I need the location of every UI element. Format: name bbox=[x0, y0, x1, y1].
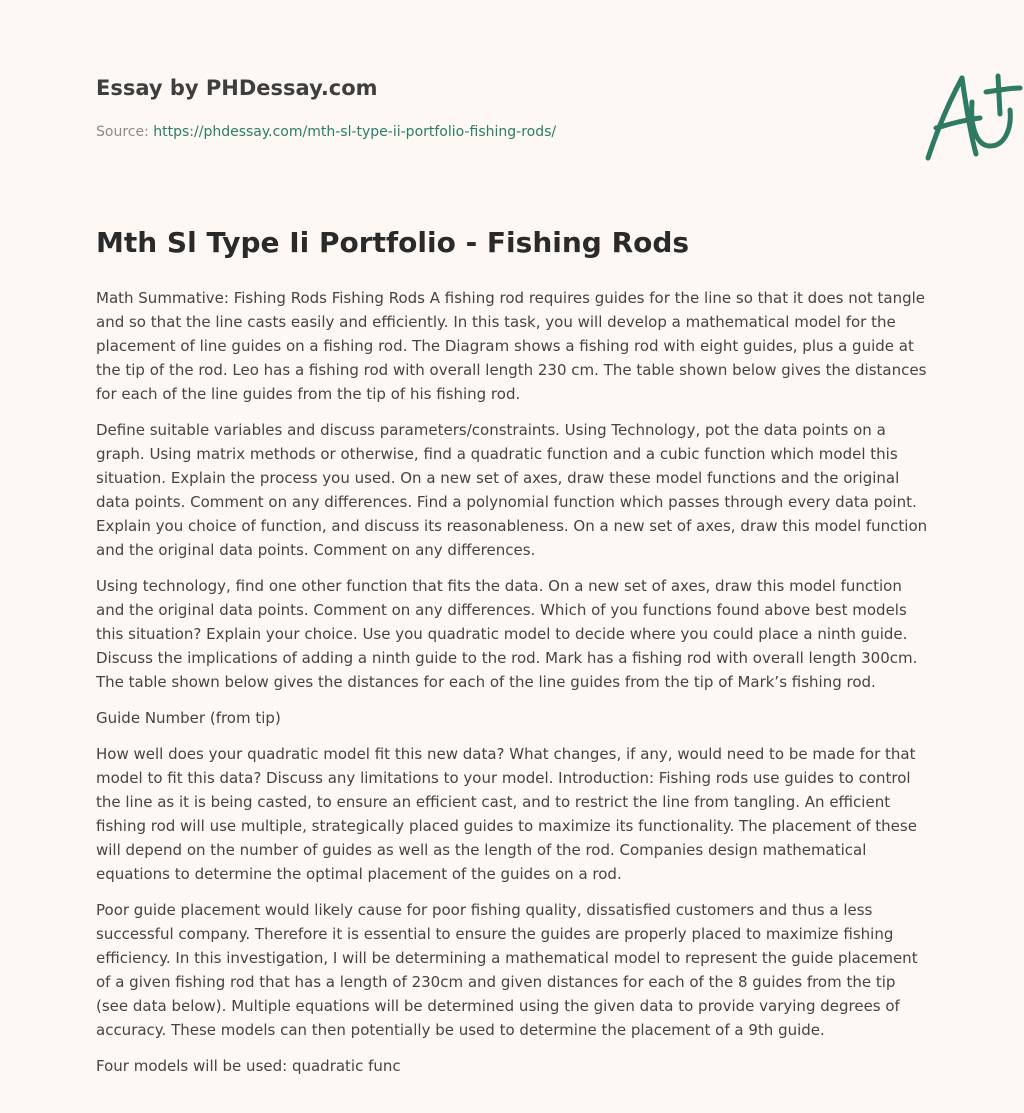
paragraph: Math Summative: Fishing Rods Fishing Rods A fishing rod requires guides for the line so that it does not tangle and so that the line casts easily and efficiently. In this task, you will develop a mathematical model for the placement of line guides on a fishing rod. The Diagram shows a fishing rod with eight guides, plus a guide at the tip of the rod. Leo has a fishing rod with overall length 230 cm. The table shown below gives the distances for each of the line guides from the tip of his fishing rod. bbox=[96, 289, 927, 403]
paragraph: Using technology, find one other function that fits the data. On a new set of axes, draw this model function and the original data points. Comment on any differences. Which of you functions found above best models this situation? Explain your choice. Use you quadratic model to decide where you could place a ninth guide. Discuss the implications of adding a ninth guide to the rod. Mark has a fishing rod with overall length 300cm. The table shown below gives the distances for each of the line guides from the tip of Mark’s fishing rod. bbox=[96, 577, 918, 691]
source-link[interactable]: https://phdessay.com/mth-sl-type-ii-portfolio-fishing-rods/ bbox=[153, 124, 557, 140]
paragraph: Four models will be used: quadratic func bbox=[96, 1057, 401, 1075]
essay-body bbox=[96, 286, 932, 1090]
site-title: Essay by PHDessay.com bbox=[96, 76, 378, 100]
a-plus-logo-icon bbox=[914, 66, 1024, 166]
source-line bbox=[96, 124, 556, 140]
source-label: Source: bbox=[96, 124, 149, 140]
paragraph: Guide Number (from tip) bbox=[96, 709, 281, 727]
paragraph: Define suitable variables and discuss parameters/constraints. Using Technology, pot the data points on a graph. Using matrix methods or otherwise, find a quadratic function and a cubic function which model this situation. Explain the process you used. On a new set of axes, draw these model functions and the original data points. Comment on any differences. Find a polynomial function which passes through every data point. Explain you choice of function, and discuss its reasonableness. On a new set of axes, draw this model function and the original data points. Comment on any differences. bbox=[96, 421, 928, 559]
paragraph: How well does your quadratic model fit this new data? What changes, if any, would need to be made for that model to fit this data? Discuss any limitations to your model. Introduction: Fishing rods use guides to control the line as it is being casted, to ensure an efficient cast, and to restrict the line from tangling. An efficient fishing rod will use multiple, strategically placed guides to maximize its functionality. The placement of these will depend on the number of guides as well as the length of the rod. Companies design mathematical equations to determine the optimal placement of the guides on a rod. bbox=[96, 745, 917, 883]
paragraph: Poor guide placement would likely cause for poor fishing quality, dissatisfied customers and thus a less successful company. Therefore it is essential to ensure the guides are properly placed to maximize fishing efficiency. In this investigation, I will be determining a mathematical model to represent the guide placement of a given fishing rod that has a length of 230cm and given distances for each of the 8 guides from the tip (see data below). Multiple equations will be determined using the given data to provide varying degrees of accuracy. These models can then potentially be used to determine the placement of a 9th guide. bbox=[96, 901, 918, 1039]
essay-title: Mth Sl Type Ii Portfolio - Fishing Rods bbox=[96, 226, 690, 259]
